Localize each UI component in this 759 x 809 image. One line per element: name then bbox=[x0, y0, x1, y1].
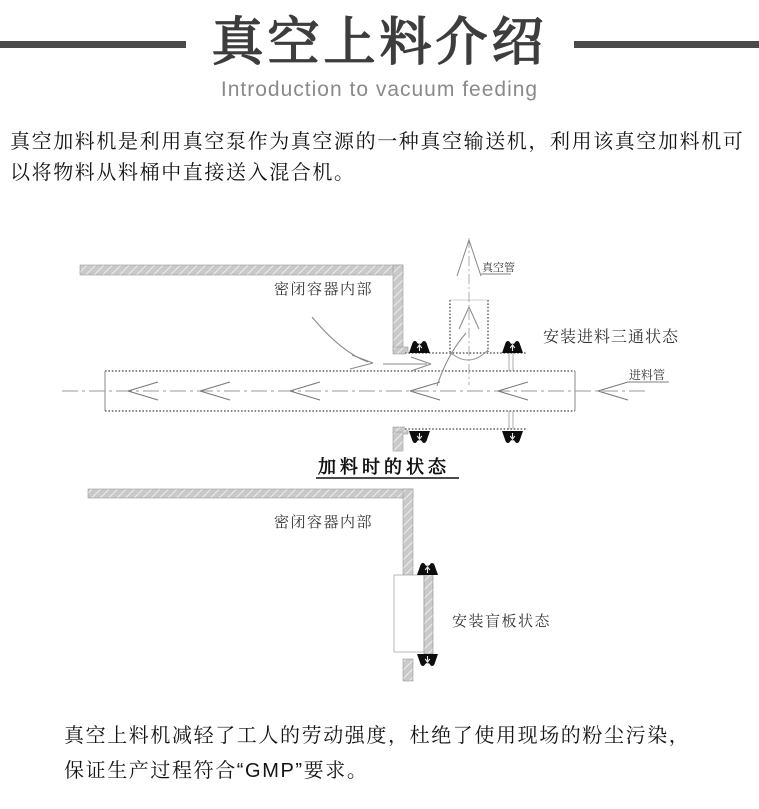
label-tee-state: 安装进料三通状态 bbox=[543, 329, 680, 346]
label-feed-pipe: 进料管 bbox=[629, 368, 666, 382]
footer-paragraph: 真空上料机减轻了工人的劳动强度，杜绝了使用现场的粉尘污染，保证生产过程符合“GMP”要求。 bbox=[64, 725, 691, 782]
diagram-blind-plate-state bbox=[88, 489, 551, 681]
container-wall-top bbox=[80, 265, 403, 275]
tri-clamp-top-left bbox=[409, 341, 430, 353]
header bbox=[0, 0, 759, 102]
container2-wall-right-upper bbox=[403, 489, 413, 575]
blind-plate-clamp-top bbox=[417, 563, 438, 575]
label-blind-plate-state: 安装盲板状态 bbox=[452, 613, 552, 630]
title-bar-left bbox=[0, 41, 186, 48]
blind-plate-clamp-bottom bbox=[417, 654, 438, 666]
blind-plate bbox=[424, 573, 433, 654]
tri-clamp-bottom-left bbox=[409, 431, 430, 443]
title-bar-right bbox=[574, 41, 759, 48]
container2-wall-top bbox=[88, 489, 413, 498]
container2-wall-right-lower bbox=[403, 659, 413, 681]
label-container-interior-2: 密闭容器内部 bbox=[274, 514, 374, 531]
intro-paragraph: 真空加料机是利用真空泵作为真空源的一种真空输送机，利用该真空加料机可以将物料从料桶中直接送入混合机。 bbox=[10, 131, 745, 184]
tee-upper-body bbox=[405, 353, 528, 372]
intake-curved-arrow bbox=[312, 317, 368, 362]
tee-lower-body bbox=[405, 410, 528, 430]
diagram-feeding-state bbox=[62, 238, 679, 478]
container-wall-right-lower bbox=[393, 432, 403, 451]
page-subtitle: Introduction to vacuum feeding bbox=[220, 78, 539, 101]
port-stub bbox=[394, 575, 424, 652]
label-container-interior-1: 密闭容器内部 bbox=[274, 281, 374, 298]
label-vacuum-pipe: 真空管 bbox=[482, 262, 515, 274]
page-title: 真空上料介绍 bbox=[211, 15, 548, 72]
technical-diagram bbox=[0, 225, 759, 695]
caption-feeding-state: 加料时的状态 bbox=[318, 457, 450, 477]
intake-curved-arrowhead bbox=[350, 355, 373, 369]
tri-clamp-bottom-right bbox=[502, 431, 523, 443]
tri-clamp-top-right bbox=[502, 341, 523, 353]
container-wall-right-upper bbox=[393, 265, 403, 351]
title-row bbox=[0, 12, 759, 76]
